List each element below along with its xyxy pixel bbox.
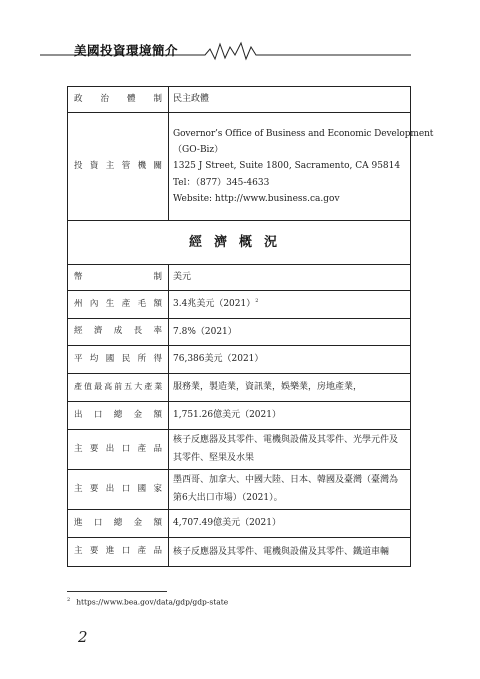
row-label: 政治體制 bbox=[68, 87, 169, 113]
row-value: 核子反應器及其零件、電機與設備及其零件、鐵道車輛 bbox=[169, 538, 411, 567]
table-row bbox=[68, 430, 411, 470]
row-value: 墨西哥、加拿大、中國大陸、日本、韓國及臺灣（臺灣為第6大出口市場）（2021）。 bbox=[169, 470, 411, 510]
page-header bbox=[0, 38, 480, 62]
table-row bbox=[68, 319, 411, 346]
table-row bbox=[68, 538, 411, 567]
table-row bbox=[68, 113, 411, 221]
row-label: 進口總金額 bbox=[68, 510, 169, 538]
footnote-divider bbox=[67, 591, 167, 592]
header-title: 美國投資環境簡介 bbox=[74, 43, 179, 58]
row-label: 出口總金額 bbox=[68, 402, 169, 430]
page-number: 2 bbox=[78, 628, 88, 646]
row-value: 3.4兆美元$(2021)^2$ bbox=[169, 291, 411, 319]
row-label: 產值最高前五大產業 bbox=[68, 374, 169, 402]
row-value: 核子反應器及其零件、電機與設備及其零件、光學元件及其零件、堅果及水果 bbox=[169, 430, 411, 470]
row-value: 7.8%（2021） bbox=[169, 319, 411, 346]
table-row bbox=[68, 221, 411, 265]
row-value: 服務業，製造業，資訊業，娛樂業，房地產業， bbox=[169, 374, 411, 402]
row-label: 主要出口產品 bbox=[68, 430, 169, 470]
row-value: 美元 bbox=[169, 265, 411, 291]
footnote-ref: 2 bbox=[255, 298, 259, 305]
row-value: Governor’s Office of Business and Economic Development （GO-Biz） 1325 J Street, Suite 1800, Sacramento, CA 95814 Tel：（877）345-4633 Website: http://www.business.ca.gov bbox=[169, 113, 411, 221]
table-row bbox=[68, 87, 411, 113]
table-row bbox=[68, 291, 411, 319]
row-label: 主要出口國家 bbox=[68, 470, 169, 510]
table-row bbox=[68, 510, 411, 538]
row-label: 投資主管機關 bbox=[68, 113, 169, 221]
row-label: 幣制 bbox=[68, 265, 169, 291]
row-label: 經濟成長率 bbox=[68, 319, 169, 346]
row-value: 4,707.49億美元（2021） bbox=[169, 510, 411, 538]
table-row bbox=[68, 470, 411, 510]
heartbeat-line-icon bbox=[0, 38, 480, 62]
row-value: 民主政體 bbox=[169, 87, 411, 113]
footnote bbox=[67, 597, 228, 607]
row-label: 州內生產毛額 bbox=[68, 291, 169, 319]
table-row bbox=[68, 402, 411, 430]
footnote-number: 2 bbox=[67, 597, 71, 603]
section-title: 經濟概況 bbox=[68, 221, 411, 265]
row-value: 76,386美元（2021） bbox=[169, 346, 411, 374]
table-row bbox=[68, 346, 411, 374]
table-row bbox=[68, 265, 411, 291]
footnote-text: https://www.bea.gov/data/gdp/gdp-state bbox=[76, 597, 229, 607]
row-label: 主要進口產品 bbox=[68, 538, 169, 567]
row-value: 1,751.26億美元（2021） bbox=[169, 402, 411, 430]
table-row bbox=[68, 374, 411, 402]
row-label: 平均國民所得 bbox=[68, 346, 169, 374]
info-table bbox=[67, 86, 434, 567]
